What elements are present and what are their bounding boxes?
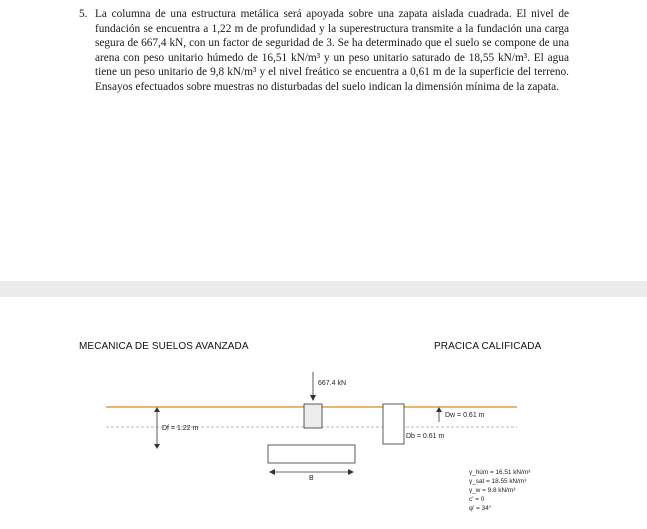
side-column-detail xyxy=(383,404,404,444)
course-title: MECANICA DE SUELOS AVANZADA xyxy=(79,341,249,352)
exam-title: PRACICA CALIFICADA xyxy=(434,341,542,352)
figure-page xyxy=(0,297,647,529)
load-label: 667.4 kN xyxy=(318,380,347,387)
b-label: B xyxy=(309,475,314,482)
footing xyxy=(268,445,355,463)
problem-number: 5. xyxy=(79,8,88,20)
prop-gamma-w: γ_w = 9.8 kN/m³ xyxy=(469,487,516,494)
prop-phi: φ' = 34° xyxy=(469,505,492,512)
footing-diagram xyxy=(0,297,647,529)
problem-statement xyxy=(79,7,569,95)
problem-text: La columna de una estructura metálica será apoyada sobre una zapata aislada cuadrada. El nivel de fundación se encuentra a 1,22 m de profundidad y la superestructura transmite a la fundación una carga segura de 667,4 kN, con un factor de seguridad de 3. Se ha determinado que el suelo se compone de una arena con peso unitario húmedo de 16,51 kN/m³ y un peso unitario saturado de 18,55 kN/m³. El agua tiene un peso unitario de 9,8 kN/m³ y el nivel freático se encuentra a 0,61 m de la superficie del terreno. Ensayos efectuados sobre muestras no disturbadas del suelo indican la dimensión mínima de la zapata. xyxy=(95,8,569,93)
dw-label: Dw = 0.61 m xyxy=(445,412,485,419)
df-label: Df = 1.22 m xyxy=(162,425,199,432)
prop-gamma-sat: γ_sat = 18.55 kN/m³ xyxy=(469,478,527,485)
page-separator xyxy=(0,281,647,297)
prop-cohesion: c' = 0 xyxy=(469,496,485,503)
column xyxy=(304,404,322,428)
db-label: Db = 0.61 m xyxy=(406,433,445,440)
prop-gamma-hum: γ_húm = 16.51 kN/m³ xyxy=(469,469,531,476)
